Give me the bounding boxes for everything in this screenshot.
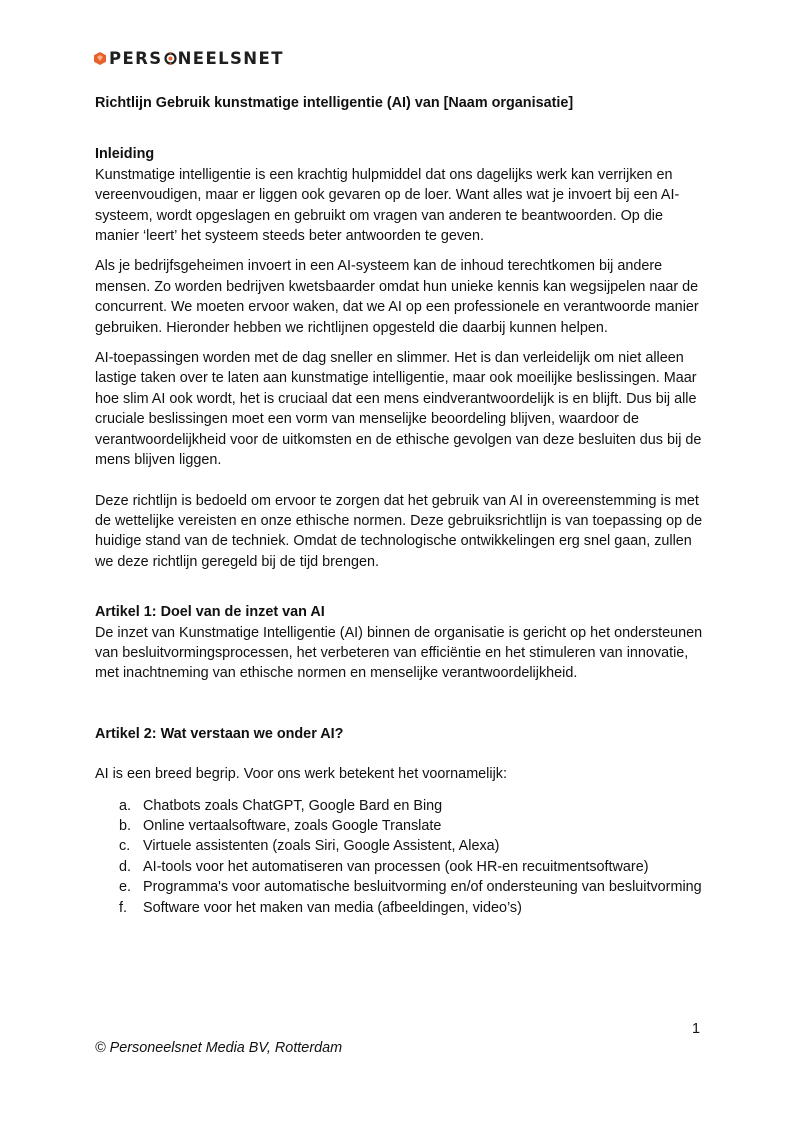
list-item [95,857,705,877]
list-item-text: Virtuele assistenten (zoals Siri, Google Assistent, Alexa) [143,838,500,855]
intro-paragraph-1: Kunstmatige intelligentie is een krachtig hulpmiddel dat ons dagelijks werk kan verrijken en vereenvoudigen, maar er liggen ook gevaren op de loer. Want alles wat je invoert bij een AI-systeem, wordt opgeslagen en gebruikt om vragen van anderen te beantwoorden. Op die manier ‘leert’ het systeem steeds beter antwoorden te geven. [95,166,680,245]
list-marker: b. [119,817,132,834]
article-1-paragraph: De inzet van Kunstmatige Intelligentie (AI) binnen de organisatie is gericht op het ondersteunen van besluitvormingsprocessen, het verbeteren van efficiëntie en het stimuleren van innovatie, met inachtneming van ethische normen en menselijke verantwoordelijkheid. [95,624,703,682]
list-item [95,898,705,918]
intro-heading: Inleiding [95,146,155,163]
list-item-text: Chatbots zoals ChatGPT, Google Bard en Bing [143,797,443,814]
list-marker: a. [119,797,132,814]
hexagon-logo-icon [94,52,106,65]
intro-paragraph-2: Als je bedrijfsgeheimen invoert in een AI-systeem kan de inhoud terechtkomen bij andere mensen. Zo worden bedrijven kwetsbaarder omdat hun unieke kennis kan wegsijpelen naar de concurrent. We moeten ervoor waken, dat we AI op een professionele en verantwoorde manier gebruiken. Hieronder hebben we richtlijnen opgesteld die daarbij kunnen helpen. [95,258,699,336]
list-marker: d. [119,858,132,875]
document-title: Richtlijn Gebruik kunstmatige intelligentie (AI) van [Naam organisatie] [95,95,574,111]
list-item [95,796,705,816]
footer-copyright: © Personeelsnet Media BV, Rotterdam [95,1040,343,1056]
logo-text-part1: PERS [109,48,163,68]
list-marker: c. [119,838,131,855]
list-marker: f. [119,899,127,916]
page-number: 1 [692,1021,701,1037]
list-marker: e. [119,879,132,896]
intro-paragraph-4: Deze richtlijn is bedoeld om ervoor te zorgen dat het gebruik van AI in overeenstemming is met de wettelijke vereisten en onze ethische normen. Deze gebruiksrichtlijn is van toepassing op de huidige stand van de techniek. Omdat de technologische ontwikkelingen erg snel gaan, zullen we deze richtlijn geregeld bij de tijd brengen. [95,492,703,570]
article-1-heading: Artikel 1: Doel van de inzet van AI [95,604,325,621]
list-item-text: Software voor het maken van media (afbeeldingen, video’s) [143,899,522,916]
ai-types-list [95,796,705,918]
list-item-text: Online vertaalsoftware, zoals Google Translate [143,817,442,834]
list-item-text: AI-tools voor het automatiseren van processen (ook HR-en recuitmentsoftware) [143,858,649,875]
article-2-intro: AI is een breed begrip. Voor ons werk betekent het voornamelijk: [95,766,507,783]
target-o-icon [164,52,177,65]
list-item-text: Programma's voor automatische besluitvorming en/of ondersteuning van besluitvorming [143,879,702,896]
list-item [95,816,705,836]
list-item [95,836,705,856]
article-2-heading: Artikel 2: Wat verstaan we onder AI? [95,725,344,742]
intro-paragraph-3: AI-toepassingen worden met de dag sneller en slimmer. Het is dan verleidelijk om niet alleen lastige taken over te laten aan kunstmatige intelligentie, maar ook moeilijke beslissingen. Maar hoe slim AI ook wordt, het is cruciaal dat een mens eindverantwoordelijk is en blijft. Dus bij alle cruciale beslissingen moet een vorm van menselijke beoordeling blijven, waardoor de verantwoordelijkheid voor de uitkomsten en de ethische gevolgen van deze besluiten dus bij de mens blijven liggen. [95,350,702,469]
logo-text-part2: NEELSNET [177,48,284,68]
document-body [95,93,705,918]
list-item [95,877,705,897]
personeelsnet-logo [94,48,284,68]
